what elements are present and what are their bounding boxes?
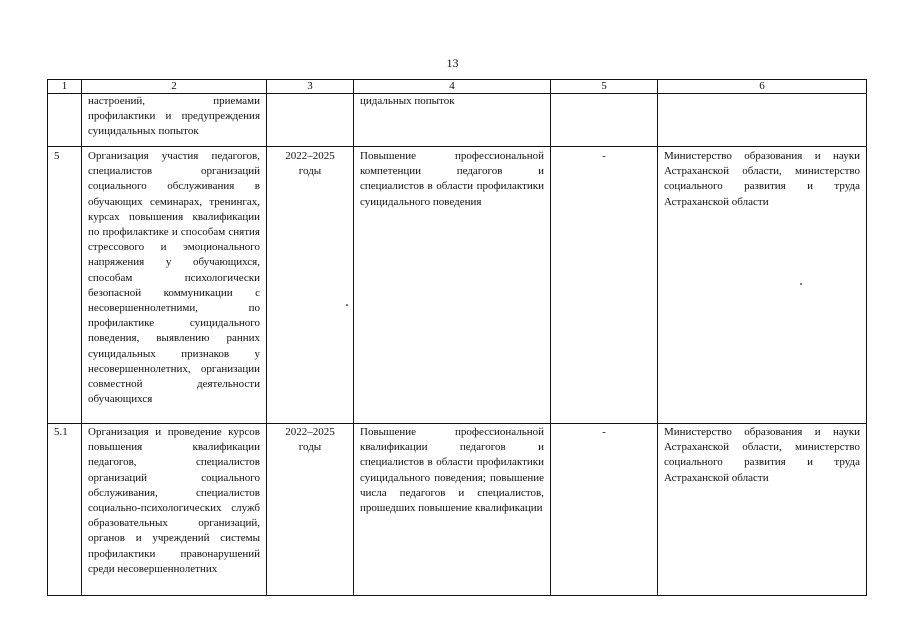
term-cell: 2022–2025 годы (267, 147, 354, 424)
row-number: 5 (48, 147, 82, 424)
scan-speck (346, 304, 348, 306)
row-number: 5.1 (48, 424, 82, 596)
event-cell: настроений, приемами профилактики и предупреждения суицидальных попыток (82, 94, 267, 147)
column-header: 3 (267, 80, 354, 94)
plan-table (47, 79, 867, 596)
result-cell: Повышение профессиональной компетенции педагогов и специалистов в области профилактики суицидального поведения (354, 147, 551, 424)
scan-speck (800, 283, 802, 285)
finance-cell: - (551, 424, 658, 596)
table-row (48, 147, 867, 424)
row-number (48, 94, 82, 147)
result-cell: Повышение профессиональной квалификации педагогов и специалистов в области профилактики суицидального поведения; повышение числа педагогов и специалистов, прошедших повышение квалификации (354, 424, 551, 596)
column-header: 2 (82, 80, 267, 94)
event-cell: Организация участия педагогов, специалистов организаций социального обслуживания в обучающих семинарах, тренингах, курсах повышения квалификации по профилактике и способам снятия стрессового и эмоционального напряжения у обучающихся, способам психологически безопасной коммуникации с несовершеннолетними, по профилактике суицидального поведения, выявлению ранних суицидальных признаков у несовершеннолетних, организации совместной деятельности обучающихся (82, 147, 267, 424)
column-header: 1 (48, 80, 82, 94)
column-header: 6 (658, 80, 867, 94)
column-header: 5 (551, 80, 658, 94)
page-number: 13 (446, 56, 459, 70)
executor-cell: Министерство образования и науки Астраханской области, министерство социального развития и труда Астраханской области (658, 147, 867, 424)
table-row (48, 94, 867, 147)
event-cell: Организация и проведение курсов повышения квалификации педагогов, специалистов организаций социального обслуживания, специалистов социально-психологических служб образовательных организаций, органов и учреждений системы профилактики правонарушений среди несовершеннолетних (82, 424, 267, 596)
column-header: 4 (354, 80, 551, 94)
table-row (48, 424, 867, 596)
finance-cell (551, 94, 658, 147)
term-cell (267, 94, 354, 147)
executor-cell: Министерство образования и науки Астраханской области, министерство социального развития и труда Астраханской области (658, 424, 867, 596)
result-cell: цидальных попыток (354, 94, 551, 147)
executor-cell (658, 94, 867, 147)
term-cell: 2022–2025 годы (267, 424, 354, 596)
column-number-row (48, 80, 867, 94)
finance-cell: - (551, 147, 658, 424)
